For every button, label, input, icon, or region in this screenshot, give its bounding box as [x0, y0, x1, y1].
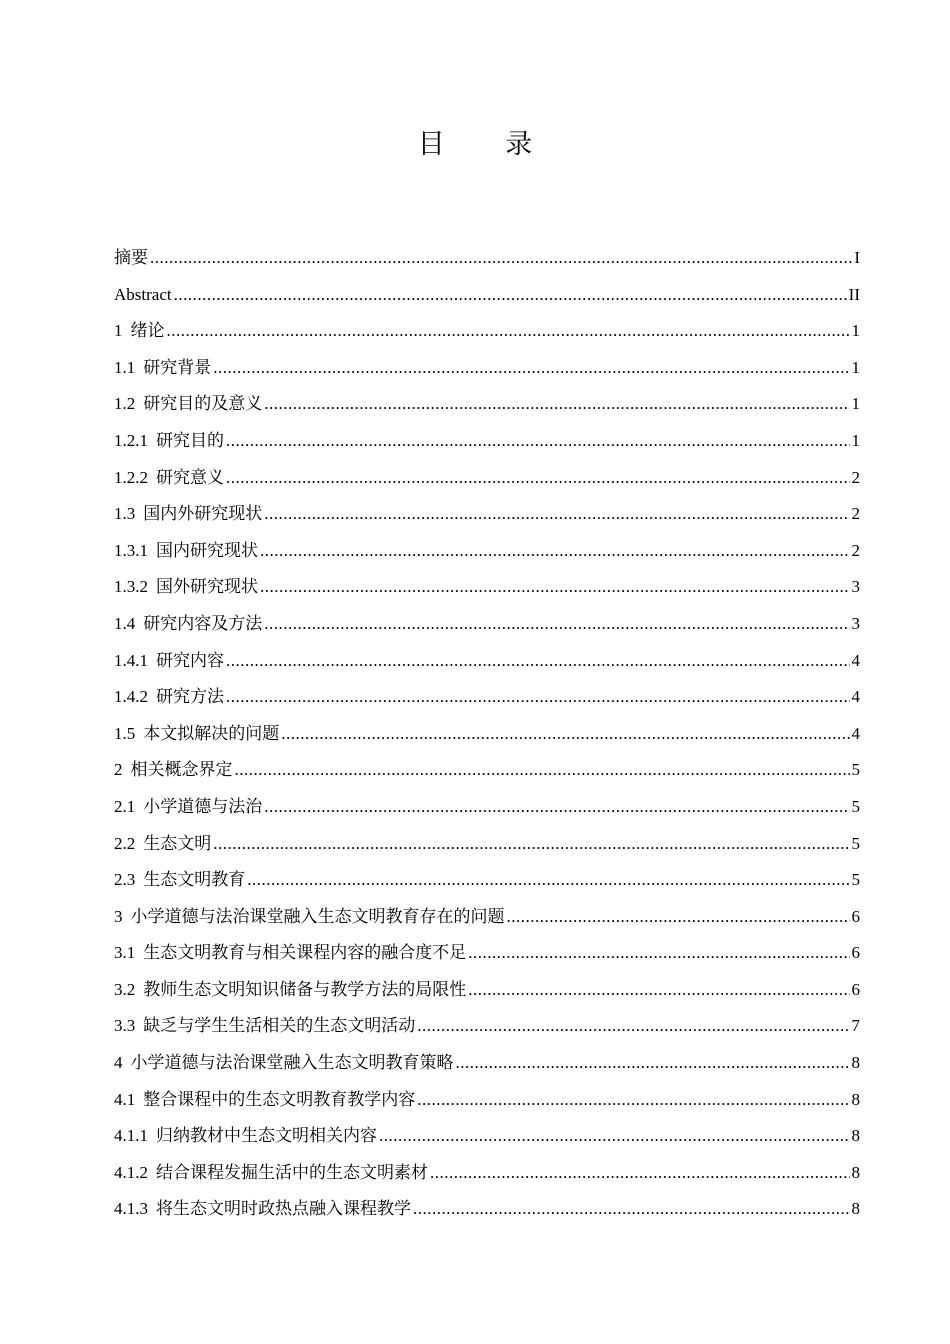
toc-entry-title: 结合课程发掘生活中的生态文明素材: [156, 1162, 428, 1182]
page-title: [0, 122, 950, 161]
toc-entry-page-number: II: [848, 284, 860, 304]
toc-entry-number: 1.2: [114, 394, 136, 414]
toc-entry[interactable]: [114, 826, 860, 863]
toc-entry-title: 整合课程中的生态文明教育教学内容: [143, 1089, 416, 1109]
toc-entry-title: 生态文明: [143, 833, 212, 853]
toc-entry-title: 研究内容: [156, 650, 224, 670]
toc-dot-leader: [379, 1118, 850, 1155]
toc-entry-number: 1: [114, 321, 123, 341]
toc-dot-leader: [468, 972, 849, 1009]
toc-entry-title: 国内外研究现状: [143, 504, 263, 524]
toc-entry[interactable]: [114, 313, 860, 350]
toc-entry[interactable]: [114, 643, 860, 680]
toc-entry[interactable]: [114, 752, 860, 789]
toc-entry[interactable]: [114, 972, 860, 1009]
toc-dot-leader: [430, 1155, 850, 1192]
toc-entry[interactable]: [114, 716, 860, 753]
toc-entry-number: 1.3.1: [114, 540, 148, 560]
toc-entry[interactable]: [114, 569, 860, 606]
toc-entry-page-number: 7: [851, 1016, 860, 1036]
toc-entry-title: 摘要: [114, 248, 148, 267]
toc-entry-number: 1.2.2: [114, 467, 148, 487]
toc-entry-page-number: 2: [851, 540, 860, 560]
toc-entry-number: 1.4: [114, 613, 136, 633]
toc-entry-page-number: 1: [851, 357, 860, 377]
toc-dot-leader: [264, 386, 849, 423]
toc-entry-page-number: 8: [851, 1199, 860, 1219]
toc-entry-page-number: 4: [851, 687, 860, 707]
toc-entry[interactable]: [114, 496, 860, 533]
toc-entry-number: 4.1.1: [114, 1126, 148, 1146]
toc-entry-page-number: 6: [851, 906, 860, 926]
toc-entry-page-number: 5: [851, 760, 860, 780]
toc-entry-title: 研究目的: [156, 430, 224, 450]
toc-entry-title: 绪论: [130, 321, 165, 341]
toc-entry[interactable]: [114, 386, 860, 423]
toc-entry-page-number: 3: [851, 577, 860, 597]
toc-dot-leader: [226, 679, 850, 716]
toc-entry[interactable]: [114, 935, 860, 972]
toc-entry-title: 研究内容及方法: [143, 613, 263, 633]
toc-dot-leader: [167, 313, 850, 350]
toc-entry-title: Abstract: [114, 284, 172, 304]
toc-entry-number: 4.1.3: [114, 1199, 148, 1219]
toc-entry-title: 生态文明教育: [143, 870, 246, 890]
toc-entry-page-number: I: [854, 248, 860, 267]
toc-entry[interactable]: [114, 606, 860, 643]
toc-entry-title: 教师生态文明知识储备与教学方法的局限性: [143, 979, 467, 999]
toc-dot-leader: [213, 350, 849, 387]
toc-entry-page-number: 8: [851, 1162, 860, 1182]
toc-dot-leader: [417, 1008, 849, 1045]
toc-entry-number: 1.1: [114, 357, 136, 377]
toc-dot-leader: [260, 533, 850, 570]
toc-entry-title: 本文拟解决的问题: [143, 723, 280, 743]
toc-dot-leader: [264, 606, 849, 643]
toc-entry[interactable]: [114, 460, 860, 497]
toc-dot-leader: [456, 1045, 850, 1082]
toc-entry-number: 3.2: [114, 979, 136, 999]
toc-entry-number: 3.3: [114, 1016, 136, 1036]
toc-entry[interactable]: [114, 1118, 860, 1155]
toc-entry-page-number: 3: [851, 613, 860, 633]
toc-entry-number: 1.4.1: [114, 650, 148, 670]
toc-entry-number: 1.3: [114, 504, 136, 524]
page-title-text: 目 录: [417, 129, 559, 160]
toc-entry-page-number: 1: [851, 430, 860, 450]
toc-entry[interactable]: [114, 862, 860, 899]
toc-entry-title: 归纳教材中生态文明相关内容: [156, 1126, 377, 1146]
toc-entry-title: 相关概念界定: [130, 760, 233, 780]
toc-dot-leader: [226, 643, 850, 680]
toc-entry-number: 3.1: [114, 943, 136, 963]
toc-entry-page-number: 1: [851, 394, 860, 414]
toc-entry-title: 国外研究现状: [156, 577, 258, 597]
toc-entry-title: 研究背景: [143, 357, 212, 377]
toc-entry-number: 4.1: [114, 1089, 136, 1109]
toc-dot-leader: [413, 1191, 850, 1228]
toc-entry-page-number: 1: [851, 321, 860, 341]
toc-dot-leader: [226, 460, 850, 497]
toc-entry-number: 2: [114, 760, 123, 780]
toc-entry-number: 1.3.2: [114, 577, 148, 597]
toc-entry[interactable]: [114, 1008, 860, 1045]
toc-dot-leader: [247, 862, 849, 899]
toc-entry-number: 4.1.2: [114, 1162, 148, 1182]
toc-entry[interactable]: [114, 277, 860, 314]
toc-entry-title: 缺乏与学生生活相关的生态文明活动: [143, 1016, 416, 1036]
toc-entry[interactable]: [114, 789, 860, 826]
toc-entry[interactable]: [114, 899, 860, 936]
toc-entry-title: 小学道德与法治课堂融入生态文明教育策略: [130, 1053, 454, 1073]
toc-dot-leader: [468, 935, 849, 972]
toc-dot-leader: [150, 240, 852, 277]
toc-entry[interactable]: [114, 679, 860, 716]
toc-entry-title: 研究方法: [156, 687, 224, 707]
toc-entry[interactable]: [114, 423, 860, 460]
toc-entry-page-number: 5: [851, 870, 860, 890]
toc-entry-number: 2.1: [114, 796, 136, 816]
toc-dot-leader: [264, 496, 849, 533]
toc-dot-leader: [281, 716, 849, 753]
toc-entry-page-number: 2: [851, 504, 860, 524]
toc-dot-leader: [213, 826, 849, 863]
toc-entry-title: 国内研究现状: [156, 540, 258, 560]
table-of-contents: [114, 240, 860, 1228]
toc-dot-leader: [235, 752, 850, 789]
toc-entry-page-number: 8: [851, 1089, 860, 1109]
toc-entry-number: 1.4.2: [114, 687, 148, 707]
toc-entry-page-number: 5: [851, 833, 860, 853]
toc-dot-leader: [174, 277, 847, 314]
toc-entry-page-number: 6: [851, 979, 860, 999]
toc-entry-page-number: 5: [851, 796, 860, 816]
toc-entry[interactable]: [114, 533, 860, 570]
toc-entry-page-number: 6: [851, 943, 860, 963]
toc-entry-page-number: 4: [851, 723, 860, 743]
toc-entry-number: 4: [114, 1053, 123, 1073]
toc-entry-number: 2.2: [114, 833, 136, 853]
toc-entry[interactable]: [114, 240, 860, 277]
toc-entry-number: 1.2.1: [114, 430, 148, 450]
toc-entry[interactable]: [114, 1155, 860, 1192]
toc-entry-number: 2.3: [114, 870, 136, 890]
toc-dot-leader: [264, 789, 849, 826]
toc-entry-page-number: 4: [851, 650, 860, 670]
toc-entry-title: 研究目的及意义: [143, 394, 263, 414]
toc-dot-leader: [507, 899, 850, 936]
toc-entry-title: 生态文明教育与相关课程内容的融合度不足: [143, 943, 467, 963]
toc-entry[interactable]: [114, 350, 860, 387]
toc-entry-title: 小学道德与法治: [143, 796, 263, 816]
toc-dot-leader: [417, 1082, 849, 1119]
toc-entry[interactable]: [114, 1045, 860, 1082]
toc-entry-title: 将生态文明时政热点融入课程教学: [156, 1199, 411, 1219]
toc-entry-page-number: 8: [851, 1053, 860, 1073]
toc-entry[interactable]: [114, 1082, 860, 1119]
toc-dot-leader: [226, 423, 850, 460]
toc-entry-page-number: 8: [851, 1126, 860, 1146]
toc-entry-title: 小学道德与法治课堂融入生态文明教育存在的问题: [130, 906, 505, 926]
toc-entry-page-number: 2: [851, 467, 860, 487]
toc-entry[interactable]: [114, 1191, 860, 1228]
toc-dot-leader: [260, 569, 850, 606]
toc-entry-title: 研究意义: [156, 467, 224, 487]
toc-entry-number: 1.5: [114, 723, 136, 743]
toc-entry-number: 3: [114, 906, 123, 926]
